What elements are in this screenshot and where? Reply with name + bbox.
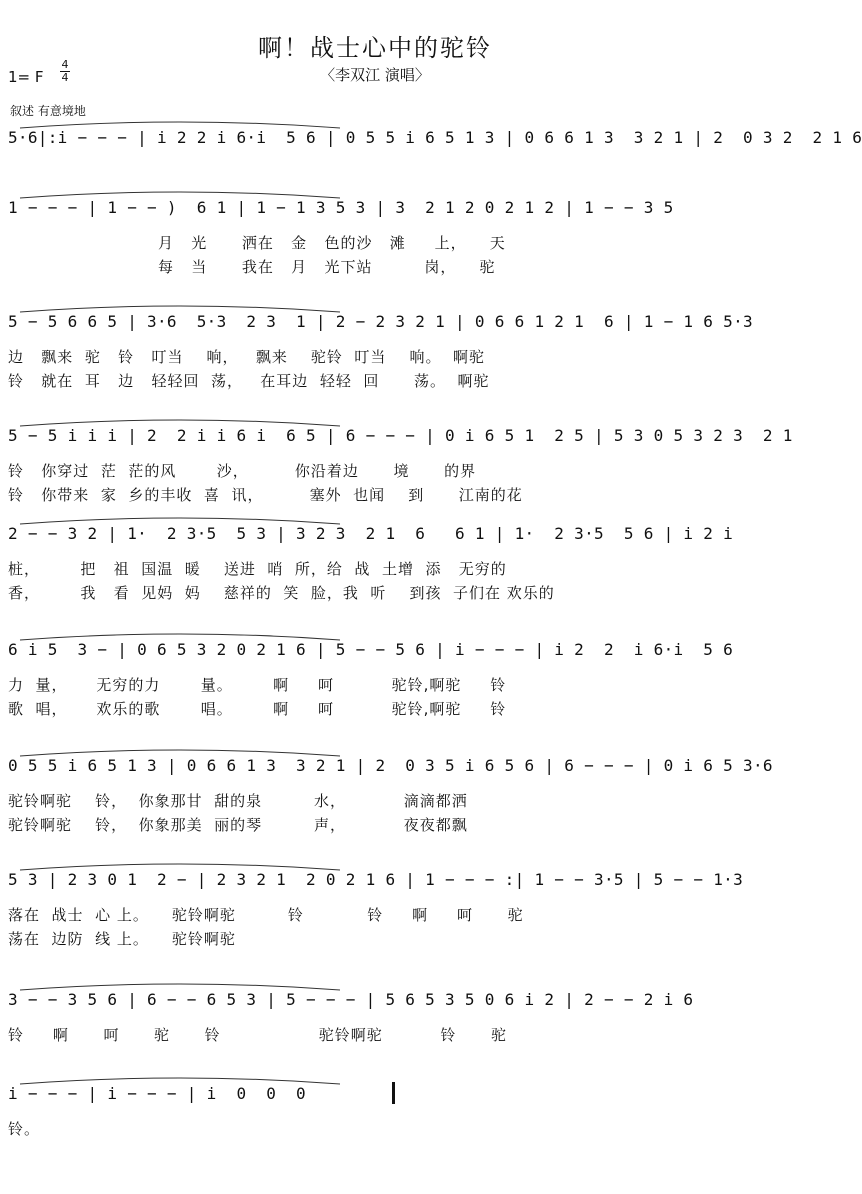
score-system	[0, 640, 750, 750]
score-system	[0, 312, 753, 422]
score-system	[0, 426, 793, 536]
time-signature	[60, 60, 70, 83]
lyric-verse-1: 驼铃啊驼 铃， 你象那甘 甜的泉 水， 滴滴都洒	[8, 792, 468, 810]
meter-numerator: 4	[61, 58, 69, 71]
score-system	[0, 1084, 750, 1194]
music-line: 0 5 5 i 6 5 1 3 | 0 6 6 1 3 3 2 1 | 2 0 3 5 i 6 5 6 | 6 − − − | 0 i 6 5 3·6	[8, 756, 773, 775]
lyric-verse-1: 力 量， 无穷的力 量。 啊 呵 驼铃,啊驼 铃	[8, 676, 507, 694]
performer-credit: 〈李双江 演唱〉	[320, 66, 430, 84]
lyric-verse-2: 香， 我 看 见妈 妈 慈祥的 笑 脸，我 听 到孩 子们在 欢乐的	[8, 584, 555, 602]
music-line: 5 − 5 i i i | 2 2 i i 6 i 6 5 | 6 − − − | 0 i 6 5 1 2 5 | 5 3 0 5 3 2 3 2 1	[8, 426, 793, 445]
lyric-verse-1: 桩， 把 祖 国温 暖 送进 哨 所，给 战 土增 添 无穷的	[8, 560, 507, 578]
lyric-verse-2: 铃 就在 耳 边 轻轻回 荡， 在耳边 轻轻 回 荡。 啊驼	[8, 372, 490, 390]
score-system	[0, 870, 750, 980]
music-line: 3 − − 3 5 6 | 6 − − 6 5 3 | 5 − − − | 5 6 5 3 5 0 6 i 2 | 2 − − 2 i 6	[8, 990, 694, 1009]
music-line: 5 3 | 2 3 0 1 2 − | 2 3 2 1 2 0 2 1 6 | 1 − − − :| 1 − − 3·5 | 5 − − 1·3	[8, 870, 744, 889]
lyric-verse-1: 边 飘来 驼 铃 叮当 响， 飘来 驼铃 叮当 响。 啊驼	[8, 348, 486, 366]
meter-denominator: 4	[61, 71, 69, 84]
music-line: i − − − | i − − − | i 0 0 0	[8, 1084, 306, 1103]
music-line: 1 − − − | 1 − − ) 6 1 | 1 − 1 3 5 3 | 3 2 1 2 0 2 1 2 | 1 − − 3 5	[8, 198, 674, 217]
music-line: 5 − 5 6 6 5 | 3·6 5·3 2 3 1 | 2 − 2 3 2 1 | 0 6 6 1 2 1 6 | 1 − 1 6 5·3	[8, 312, 753, 331]
lyric-verse-2: 荡在 边防 线 上。 驼铃啊驼	[8, 930, 236, 948]
score-system	[0, 756, 773, 866]
music-line: 5·6|:i − − − | i 2 2 i 6·i 5 6 | 0 5 5 i 6 5 1 3 | 0 6 6 1 3 3 2 1 | 2 0 3 2 2 1 6	[8, 128, 862, 147]
music-line: 2 − − 3 2 | 1· 2 3·5 5 3 | 3 2 3 2 1 6 6 1 | 1· 2 3·5 5 6 | i 2 i	[8, 524, 734, 543]
final-barline	[392, 1082, 395, 1104]
song-title: 啊！战士心中的驼铃	[258, 34, 492, 62]
lyric-verse-1: 月 光 洒在 金 色的沙 滩 上， 天	[8, 234, 506, 252]
lyric-verse-2: 铃 你带来 家 乡的丰收 喜 讯， 塞外 也闻 到 江南的花	[8, 486, 523, 504]
lyric-verse-1: 铃 啊 呵 驼 铃 驼铃啊驼 铃 驼	[8, 1026, 508, 1044]
score-system	[0, 198, 750, 308]
key-signature: 1= F	[8, 68, 44, 86]
score-system	[0, 524, 750, 634]
lyric-verse-1: 落在 战士 心 上。 驼铃啊驼 铃 铃 啊 呵 驼	[8, 906, 524, 924]
lyric-verse-1: 铃 你穿过 茫 茫的风 沙， 你沿着边 境 的界	[8, 462, 477, 480]
lyric-verse-1: 铃。	[8, 1120, 41, 1138]
performance-direction: 叙述 有意境地	[10, 104, 86, 118]
lyric-verse-2: 驼铃啊驼 铃， 你象那美 丽的琴 声， 夜夜都飘	[8, 816, 468, 834]
lyric-verse-2: 歌 唱， 欢乐的歌 唱。 啊 呵 驼铃,啊驼 铃	[8, 700, 507, 718]
lyric-verse-2: 每 当 我在 月 光下站 岗， 驼	[8, 258, 496, 276]
music-line: 6 i 5 3 − | 0 6 5 3 2 0 2 1 6 | 5 − − 5 6 | i − − − | i 2 2 i 6·i 5 6	[8, 640, 734, 659]
